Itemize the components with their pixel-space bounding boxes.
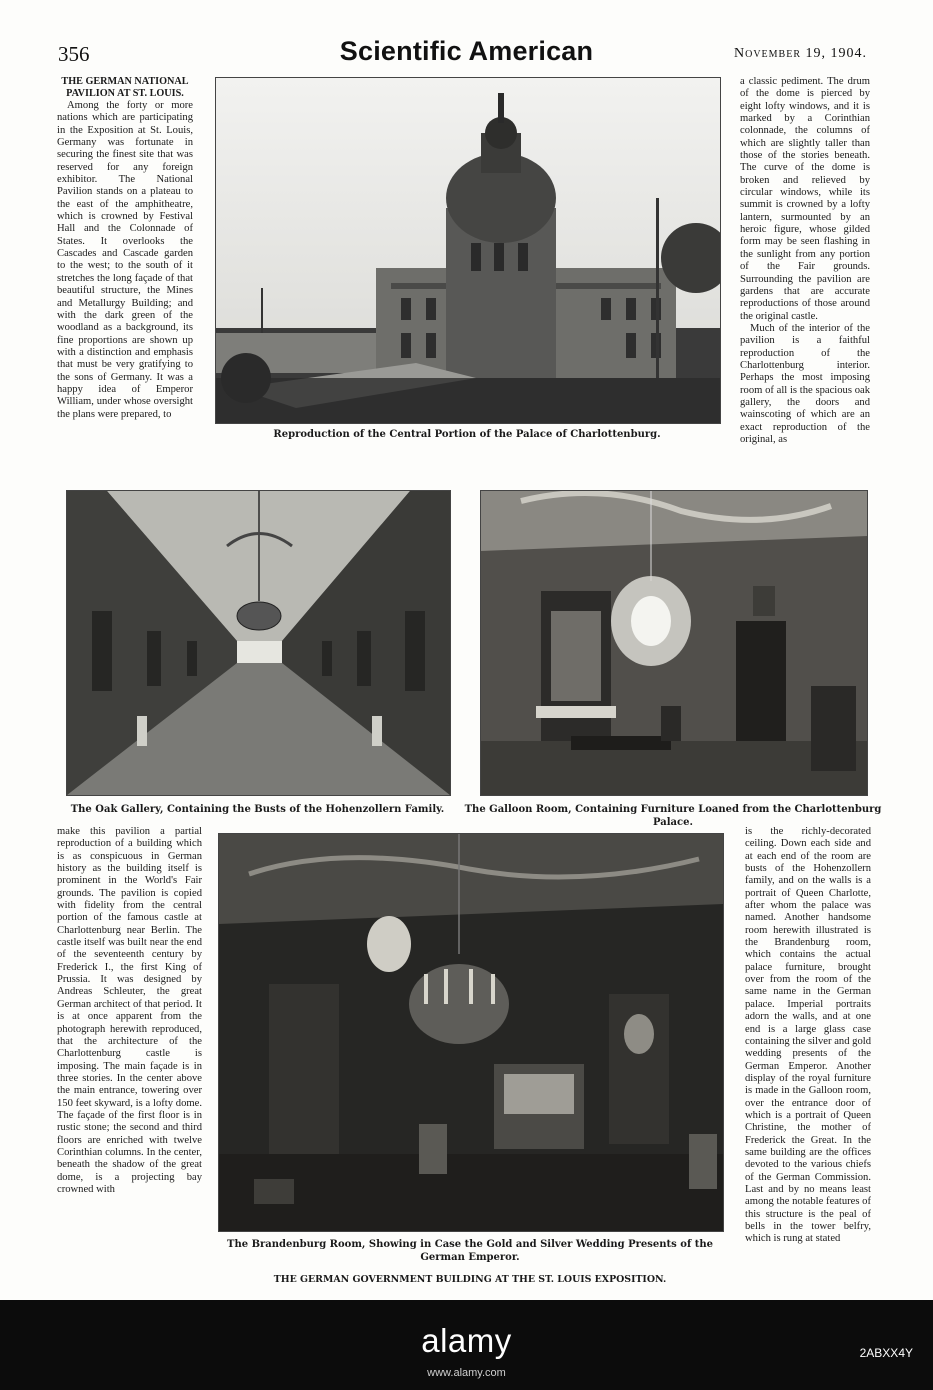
oak-gallery-photo [66, 490, 451, 796]
palace-photo [215, 77, 721, 424]
galloon-room-photo [480, 490, 868, 796]
stock-url: www.alamy.com [427, 1367, 506, 1379]
article-column-bottom-right [745, 826, 871, 1286]
article-column-top-right [740, 76, 870, 470]
caption-oak-gallery: The Oak Gallery, Containing the Busts of the Hohenzollern Family. [70, 804, 445, 815]
article-paragraph: is the richly-decorated ceiling. Down each side and at each end of the room are busts of the Hohenzollern family, and on the walls is a portrait of Queen Charlotte, after whom the palace was named. Another handsome room herewith illustrated is the Brandenburg room, which contains the actual palace furniture, brought over from the room of the same name in the German palace. Imperial portraits adorn the walls, and at one end is a large glass case containing the silver and gold wedding presents of the German Emperor. Another display of the royal furniture is made in the Galloon room, over the entrance door of which is a portrait of Queen Christine, the mother of Frederick the Great. In the same building are the offices devoted to the various chiefs of the German Commission. Last and by no means least among the notable features of this structure is the peal of bells in the tower belfry, which is rung at stated [745, 826, 871, 1245]
caption-galloon-room: The Galloon Room, Containing Furniture Loaned from the Charlottenburg Palace. [464, 804, 882, 828]
caption-palace: Reproduction of the Central Portion of the Palace of Charlottenburg. [273, 429, 661, 440]
caption-brandenburg-room-line1: The Brandenburg Room, Showing in Case the Gold and Silver Wedding Presents of the [227, 1239, 713, 1250]
page-number: 356 [58, 42, 90, 66]
caption-brandenburg-room-line2: German Emperor. [420, 1252, 520, 1263]
article-paragraph: Much of the interior of the pavilion is a faithful reproduction of the Charlottenburg interior. Perhaps the most imposing room of all is the spacious oak gallery, the doors and wainscoting of which are an exact reproduction of the original, as [740, 322, 870, 445]
stock-logo: alamy [421, 1322, 512, 1359]
brandenburg-room-photo [218, 833, 724, 1232]
publication-title: Scientific American [339, 36, 594, 66]
article-paragraph: a classic pediment. The drum of the dome is pierced by eight lofty windows, and it is marked by a Corinthian colonnade, the columns of which are slightly taller than those of the stories beneath. The curve of the dome is broken and relieved by circular windows, while its summit is crowned by a lofty lantern, surmounted by an heroic figure, whose gilded form may be seen flashing in the sunlight from any portion of the Fair grounds. Surrounding the pavilion are gardens that are accurate reproductions of those around the original castle. [740, 76, 870, 322]
issue-date: November 19, 1904. [733, 46, 867, 61]
article-headline: THE GERMAN NATIONAL PAVILION AT ST. LOUIS. [61, 76, 189, 99]
article-column-top-left [57, 76, 193, 448]
article-paragraph: Among the forty or more nations which are participating in the Exposition at St. Louis, Germany was fortunate in securing the finest site that was reserved for any foreign exhibitor. The National Pavilion stands on a plateau to the east of the amphitheatre, which is crowned by Festival Hall and the Colonnade of States. It overlooks the Cascades and Cascade garden to the west; to the south of it stretches the long façade of that beautiful structure, the Mines and Metallurgy Building; and with the dark green of the woodland as a background, its fine proportions are shown up with a distinction and emphasis that must be very gratifying to the sons of Germany. It was a happy idea of Emperor William, under whose oversight the plans were prepared, to [57, 100, 193, 420]
article-column-bottom-left [57, 826, 202, 1286]
image-id: 2ABXX4Y [859, 1346, 913, 1360]
main-caption: THE GERMAN GOVERNMENT BUILDING AT THE ST. LOUIS EXPOSITION. [273, 1274, 667, 1285]
article-paragraph: make this pavilion a partial reproduction of a building which is as conspicuous in German history as the building itself is prominent in the World's Fair grounds. The pavilion is copied with fidelity from the central portion of the famous castle at Charlottenburg near Berlin. The castle itself was built near the end of the seventeenth century by Frederick I., the first King of Prussia. It was designed by Andreas Schleuter, the great German architect of that period. It is at once apparent from the photograph herewith reproduced, that the architecture of the Charlottenburg castle is imposing. The main façade is in three stories. In the center above the main entrance, towering over 150 feet skyward, is a lofty dome. The façade of the first floor is in rustic stone; the second and third floors are enriched with twelve Corinthian columns. In the center, beneath the shadow of the great dome, is a projecting bay crowned with [57, 826, 202, 1195]
